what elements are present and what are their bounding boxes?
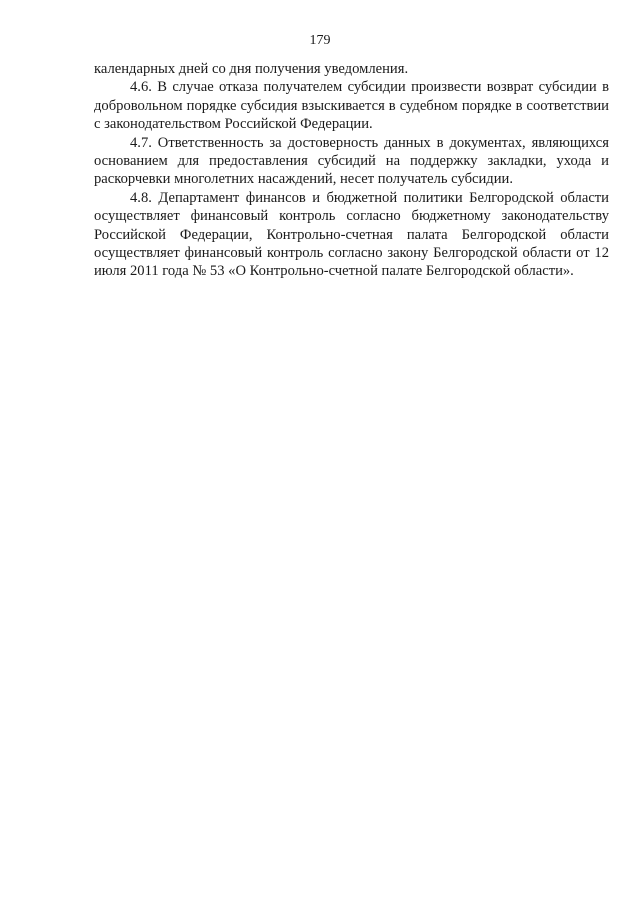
page-number: 179 xyxy=(309,33,331,48)
paragraph-continuation: календарных дней со дня получения уведомления. xyxy=(94,61,409,77)
paragraph-4-7: 4.7. Ответственность за достоверность данных в документах, являющихся основанием для предоставления субсидий на поддержку закладки, ухода и раскорчевки многолетних насаждений, несет получатель субсидии. xyxy=(94,134,609,188)
paragraph-4-8: 4.8. Департамент финансов и бюджетной политики Белгородской области осуществляет финансовый контроль согласно бюджетному законодательству Российской Федерации, Контрольно-счетная палата Белгородской области осуществляет финансовый контроль согласно закону Белгородской области от 12 июля 2011 года № 53 «О Контрольно-счетной палате Белгородской области». xyxy=(94,189,609,280)
document-body xyxy=(94,60,609,281)
paragraph-4-6: 4.6. В случае отказа получателем субсидии произвести возврат субсидии в добровольном порядке субсидия взыскивается в судебном порядке в соответствии с законодательством Российской Федерации. xyxy=(94,79,609,133)
